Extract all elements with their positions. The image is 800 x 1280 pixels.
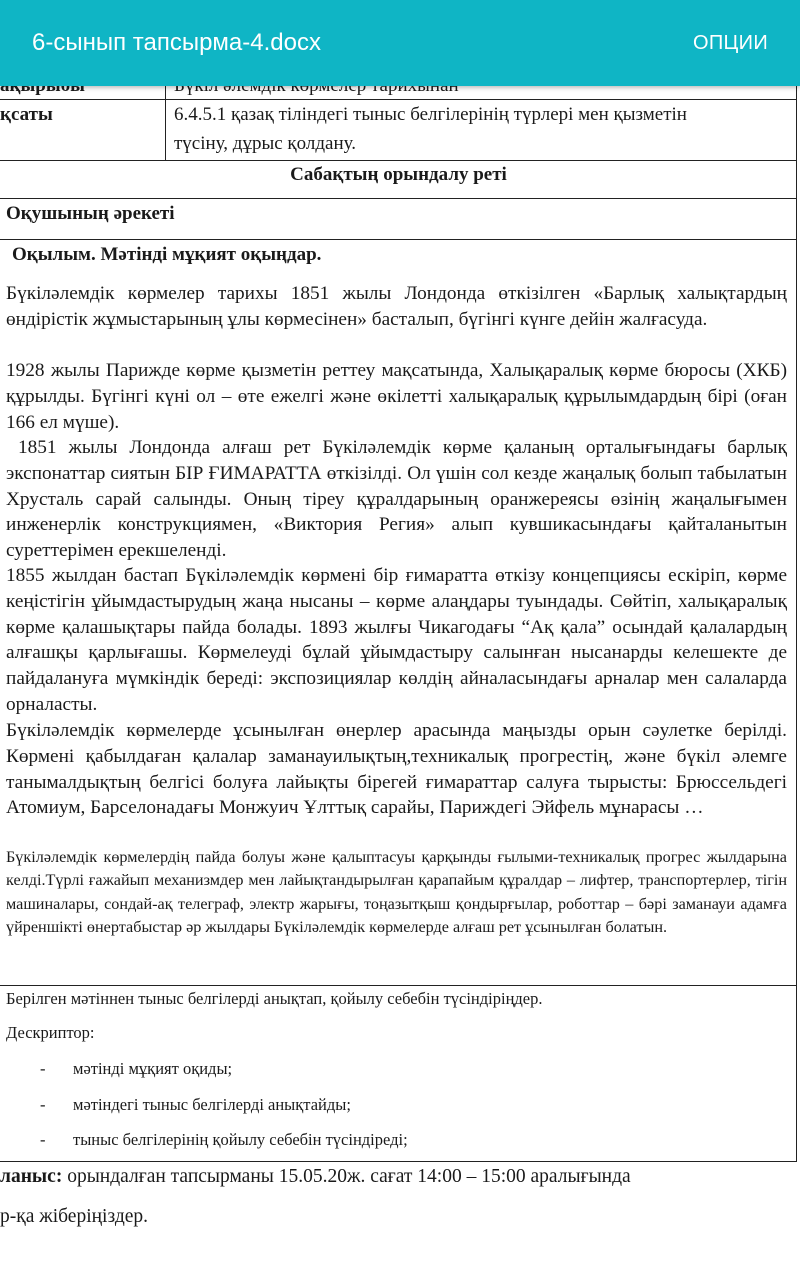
document-title: 6-сынып тапсырма-4.docx (32, 29, 321, 56)
footer-text: орындалған тапсырманы 15.05.20ж. сағат 14:00 – 15:00 аралығында (62, 1166, 631, 1187)
table-border (796, 70, 797, 1162)
paragraph-3: 1851 жылы Лондонда алғаш рет Бүкіләлемдік көрме қаланың орталығындағы барлық экспонаттар сиятын БІР ҒИМАРАТТА өткізілді. Ол үшін сол кезде жаңалық болып табылатын Хрусталь сарай салынды. Оның тіреу құралдарының оранжереясы өзінің жаңалығымен инженерлік конструкциямен, «Виктория Регия» алып кувшикасындағы қайталанытын суреттерімен ерекшеленді. (6, 437, 792, 562)
options-button[interactable]: ОПЦИИ (693, 32, 768, 54)
paragraph-5: Бүкіләлемдік көрмелерде ұсынылған өнерлер арасында маңызды орын сәулетке берілді. Көрмені қабылдаған қалалар заманауилықтың,техникалық прогрестің, және бүкіл әлемге танымалдықтың белгісі болуға лайықты бірегей ғимараттар салуға тырысты: Брюссельдегі Атомиум, Барселонадағы Монжуич Ұлттық сарайы, Париждегі Эйфель мұнарасы … (6, 720, 787, 819)
section-heading: Сабақтың орындалу реті (290, 164, 507, 185)
table-border (0, 985, 797, 986)
paragraph-small: Бүкіләлемдік көрмелердің пайда болуы және қалыптасуы қарқынды ғылыми-техникалық прогрес жылдарына келді.Түрлі ғажайып механизмдер мен лайықтандырылған қарапайым құралдар – лифтер, транспортерлер, тігін машиналары, сондай-ақ телеграф, электр жарығы, тоңазытқыш қондырғылар, роботтар – бәрі заманауи адамға үйреншікті өнертабыстар әр жылдары Бүкіләлемдік көрмелерде алғаш рет ұсынылған болатын. (6, 848, 787, 937)
table-border (0, 1161, 797, 1162)
descriptor-item: мәтіндегі тыныс белгілерді анықтайды; (73, 1095, 351, 1114)
footer-colon: : (55, 1166, 63, 1187)
student-action-heading: Оқушының әрекеті (6, 203, 175, 224)
bullet-dash: - (40, 1059, 46, 1078)
row-value-goal-line2: түсіну, дұрыс қолдану. (174, 133, 356, 154)
paragraph-1: Бүкіләлемдік көрмелер тарихы 1851 жылы Лондонда өткізілген «Барлық халықтардың өндірістік жұмыстарының ұлы көрмесінен» басталып, бүгінгі күнге дейін жалғасуда. (6, 283, 787, 330)
descriptor-item: тыныс белгілерінің қойылу себебін түсіндіреді; (73, 1130, 408, 1149)
bullet-dash: - (40, 1130, 46, 1149)
app-bar (0, 0, 800, 86)
descriptor-label: Дескриптор: (6, 1023, 95, 1042)
row-label-goal: қсаты (0, 104, 53, 125)
footer-line-1 (0, 1163, 631, 1191)
footer-line-2: р-қа жіберіңіздер. (0, 1206, 149, 1227)
row-value-goal-line1: 6.4.5.1 қазақ тіліндегі тыныс белгілерінің түрлері мен қызметін (174, 104, 687, 125)
task-heading: Оқылым. Мәтінді мұқият оқыңдар. (12, 244, 322, 265)
task-instruction: Берілген мәтіннен тыныс белгілерді анықтап, қойылу себебін түсіндіріңдер. (6, 989, 543, 1008)
bullet-dash: - (40, 1095, 46, 1114)
descriptor-item: мәтінді мұқият оқиды; (73, 1059, 233, 1078)
paragraph-2: 1928 жылы Парижде көрме қызметін реттеу мақсатында, Халықаралық көрме бюросы (ХКБ) құрылды. Бүгінгі күні ол – өте ежелгі және өкілетті халықаралық құрылымдардың бірі (оған 166 ел мүше). (6, 360, 787, 433)
footer-bold: ланыс (0, 1166, 56, 1187)
paragraph-4: 1855 жылдан бастап Бүкіләлемдік көрмені бір ғимаратта өткізу концепциясы ескіріп, көрме кеңістігін ұйымдастырудың жаңа нысаны – көрме алаңдары туындады. Сөйтіп, халықаралық көрме қалашықтары пайда болады. 1893 жылғы Чикагодағы “Ақ қала” осындай қалалардың алғашқы қарлығашы. Көрмелеуді бұлай ұйымдастыру салынған нысанарды келешекте де пайдалануға мүмкіндік береді: экспозициялар көлдің айналасындағы арналар мен салаларда орналасты. (6, 565, 787, 715)
